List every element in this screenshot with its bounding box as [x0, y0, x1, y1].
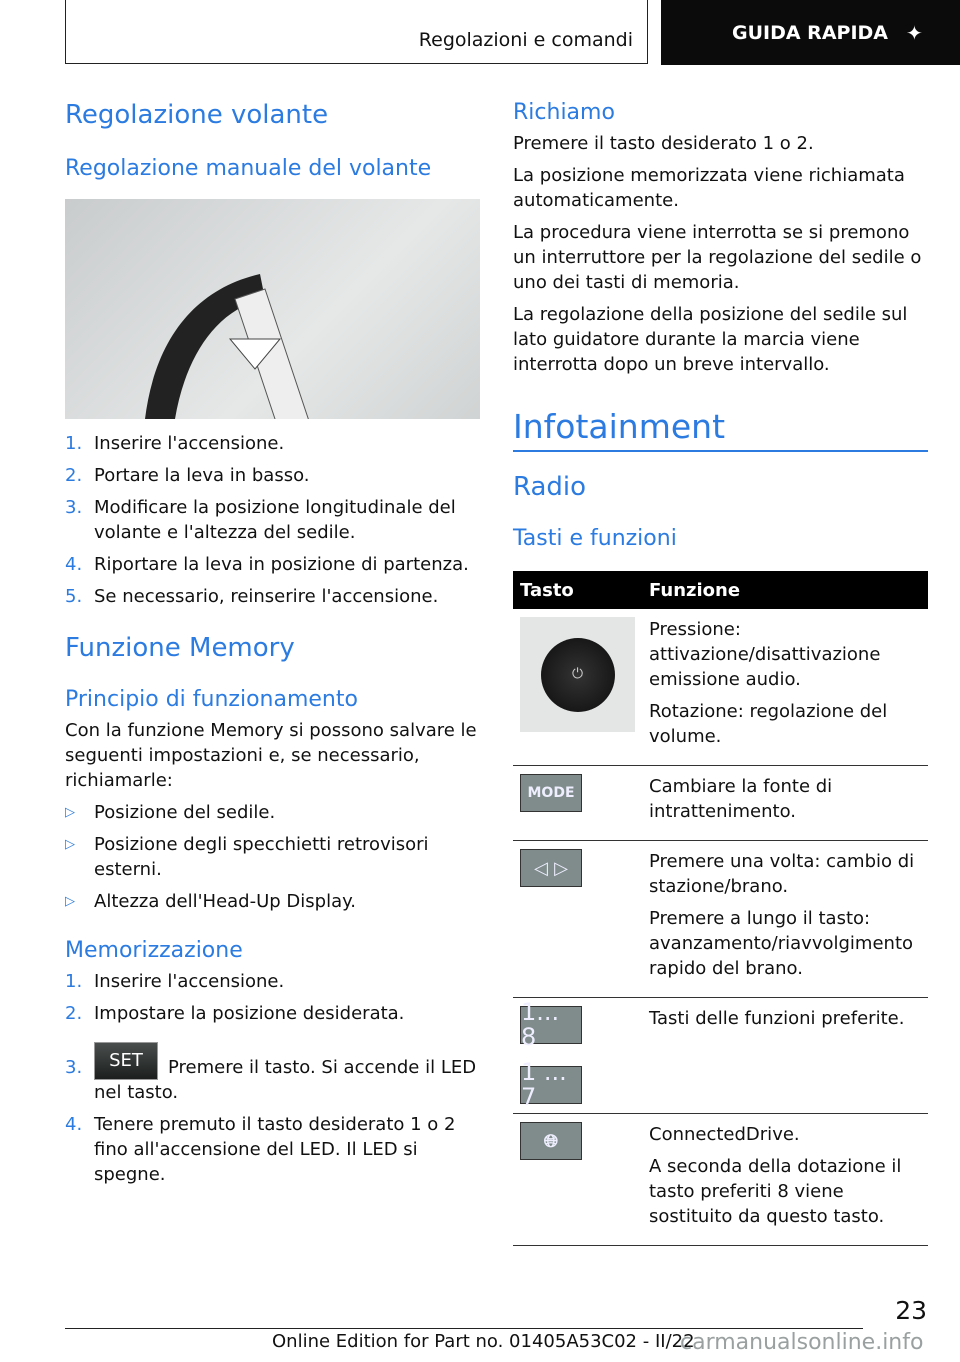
step: 3. Modificare la posizione longitudinale del volante e l'altezza del sedile. [65, 497, 456, 543]
page-number: 23 [895, 1296, 927, 1325]
steering-lever-image [65, 199, 480, 419]
quick-guide-tab[interactable] [661, 0, 960, 65]
left-column [65, 100, 480, 1194]
set-key-icon: SET [94, 1042, 158, 1080]
skip-keys-icon: ◁ ▷ [520, 849, 582, 887]
watermark: carmanualsonline.info [680, 1330, 924, 1355]
step: 5. Se necessario, reinserire l'accensione. [65, 586, 439, 607]
heading-principle: Principio di funzionamento [65, 687, 358, 712]
memory-intro: Con la funzione Memory si possono salvare le seguenti impostazioni e, se necessario, richiamarle: [65, 720, 477, 791]
heading-recall: Richiamo [513, 100, 615, 125]
steps-list [65, 969, 480, 1187]
step: 1. Inserire l'accensione. [65, 433, 285, 454]
bullet: ▷ Posizione del sedile. [65, 802, 276, 823]
mode-key-icon: MODE [520, 774, 582, 812]
lever-arrow-icon [65, 199, 480, 419]
heading-radio: Radio [513, 472, 587, 502]
step: 2. Portare la leva in basso. [65, 465, 310, 486]
table-row: ⏻ Pressione: attivazione/disattivazione emissione audio. Rotazione: regolazione del volume. [513, 609, 928, 766]
bullet: ▷ Posizione degli specchietti retrovisori esterni. [65, 834, 429, 880]
bullet-list [65, 800, 480, 914]
step: 2. Impostare la posizione desiderata. [65, 1003, 405, 1024]
col-header: Tasto [513, 571, 642, 609]
col-header: Funzione [642, 571, 928, 609]
pin-icon: ✦ [906, 20, 923, 45]
edition-text: Online Edition for Part no. 01405A53C02 - II/22 [272, 1331, 695, 1352]
volume-knob-image [520, 617, 635, 732]
footer-rule [65, 1328, 863, 1329]
steps-list [65, 431, 480, 609]
heading-keys: Tasti e funzioni [513, 526, 677, 551]
favorites-7-key-icon: 1 ... 7 [520, 1066, 582, 1104]
table-row: ◁ ▷ Premere una volta: cambio di stazione/brano. Premere a lungo il tasto: avanzamento/riavvolgimento rapido del brano. [513, 841, 928, 998]
keys-table [513, 571, 928, 1246]
step: 1. Inserire l'accensione. [65, 971, 285, 992]
paragraph: La posizione memorizzata viene richiamata automaticamente. [513, 165, 905, 211]
right-column [513, 100, 928, 1246]
quick-guide-label: GUIDA RAPIDA [732, 21, 888, 44]
heading-steering: Regolazione volante [65, 100, 329, 130]
table-row: 1... 8 1 ... 7 Tasti delle funzioni preferite. [513, 998, 928, 1114]
heading-storing: Memorizzazione [65, 938, 243, 963]
favorites-8-key-icon: 1... 8 [520, 1006, 582, 1044]
bullet: ▷ Altezza dell'Head-Up Display. [65, 891, 356, 912]
paragraph: Premere il tasto desiderato 1 o 2. [513, 133, 814, 154]
power-icon: ⏻ [541, 638, 615, 712]
table-row: MODE Cambiare la fonte di intrattenimento. [513, 766, 928, 841]
header-box [65, 0, 648, 64]
globe-key-icon: 🌐︎ [520, 1122, 582, 1160]
section-title: Regolazioni e comandi [418, 29, 633, 51]
heading-infotainment: Infotainment [513, 407, 928, 452]
heading-memory: Funzione Memory [65, 633, 295, 663]
step: 4. Riportare la leva in posizione di partenza. [65, 554, 469, 575]
heading-manual: Regolazione manuale del volante [65, 156, 432, 181]
table-row: 🌐︎ ConnectedDrive. A seconda della dotazione il tasto preferiti 8 viene sostituito da questo tasto. [513, 1114, 928, 1246]
step: 3. SET Premere il tasto. Si accende il LED nel tasto. [65, 1042, 480, 1105]
step: 4. Tenere premuto il tasto desiderato 1 o 2 fino all'accensione del LED. Il LED si spegne. [65, 1114, 456, 1185]
paragraph: La procedura viene interrotta se si premono un interruttore per la regolazione del sedile o uno dei tasti di memoria. [513, 222, 922, 293]
paragraph: La regolazione della posizione del sedile sul lato guidatore durante la marcia viene interrotta dopo un breve intervallo. [513, 304, 908, 375]
